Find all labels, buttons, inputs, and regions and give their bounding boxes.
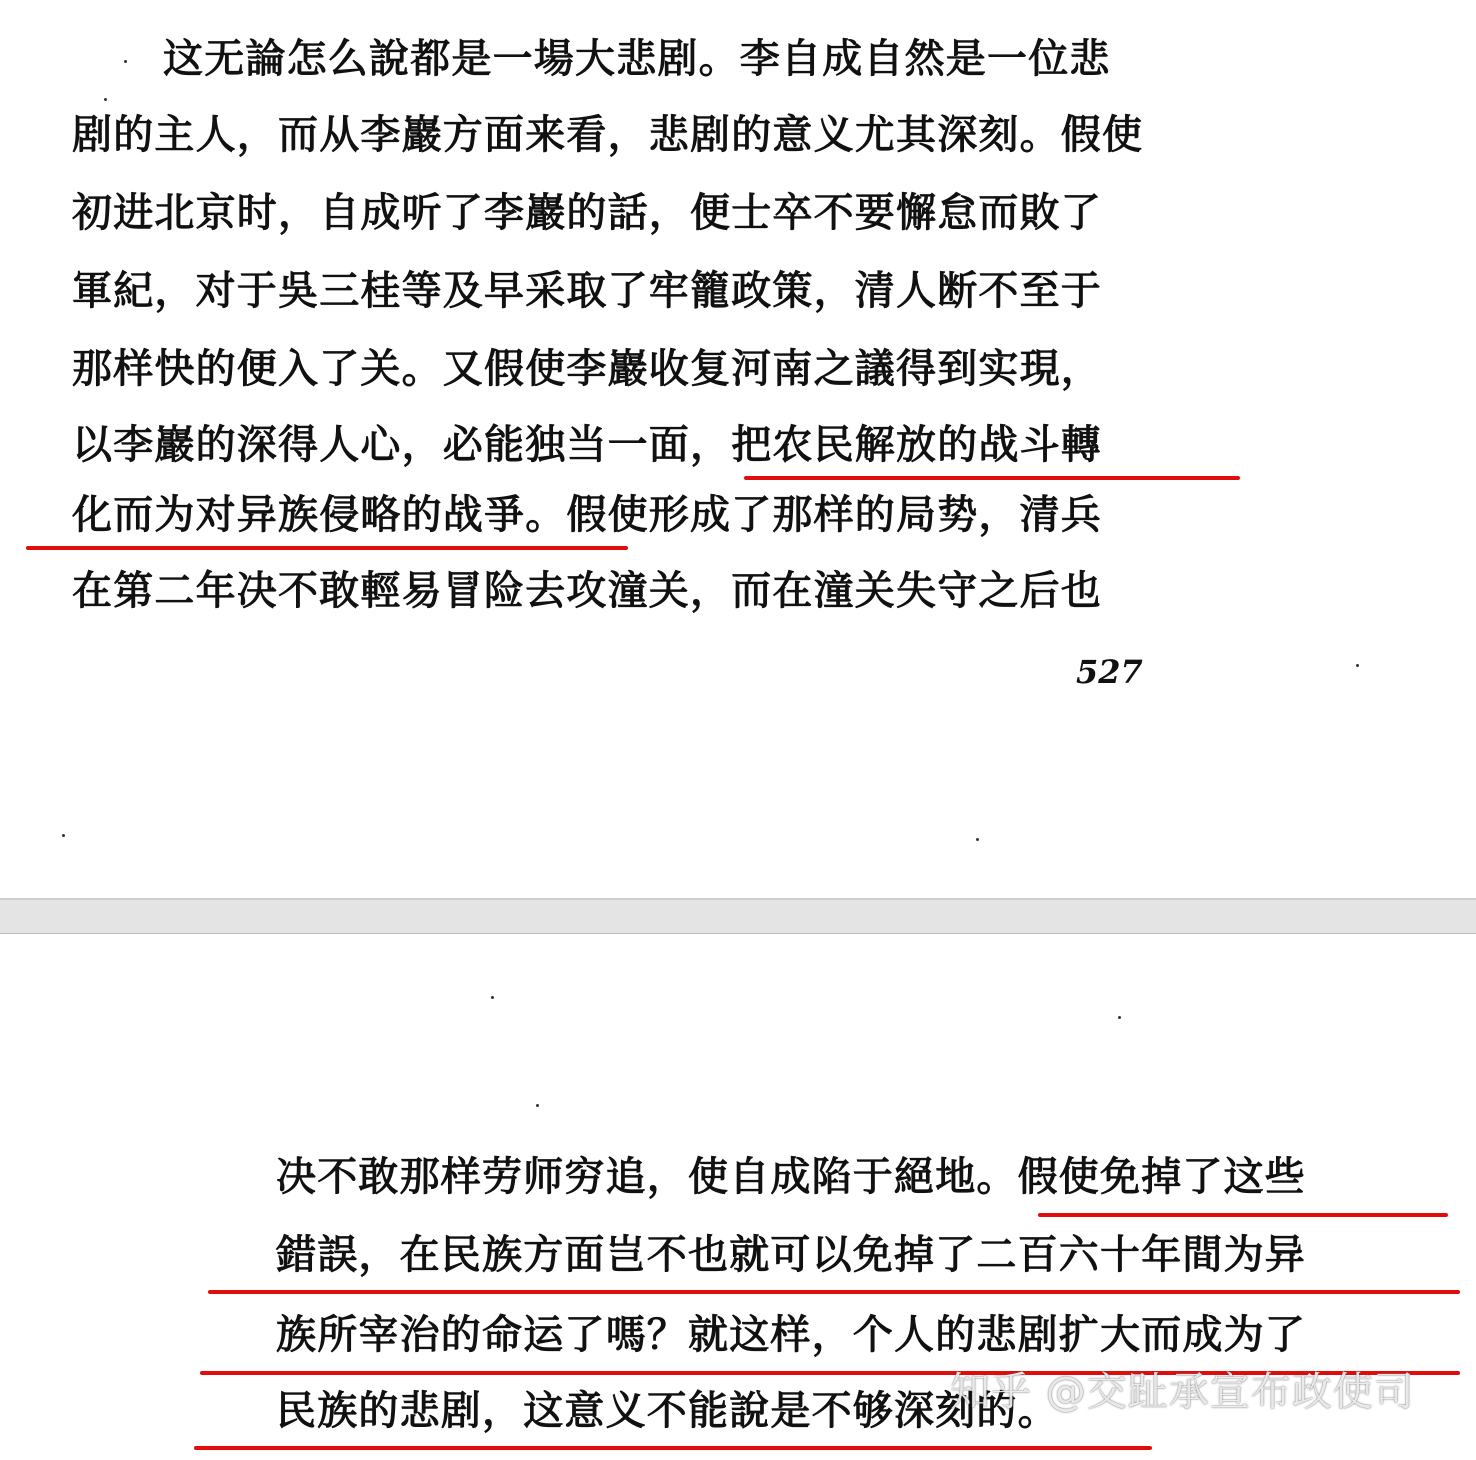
text-line-3: 族所宰治的命运了嗎？就这样，个人的悲剧扩大而成为了 bbox=[276, 1311, 1306, 1358]
text-line-4: 軍紀，对于吳三桂等及早采取了牢籠政策，清人断不至于 bbox=[72, 267, 1102, 314]
text-line-7: 化而为对异族侵略的战爭。假使形成了那样的局势，清兵 bbox=[72, 491, 1102, 538]
red-underline bbox=[1038, 1213, 1448, 1217]
text-line-5: 那样快的便入了关。又假使李巖收复河南之議得到实現， bbox=[72, 345, 1102, 392]
page-divider bbox=[0, 898, 1476, 934]
text-line-3: 初进北京时，自成听了李巖的話，便士卒不要懈怠而敗了 bbox=[72, 189, 1102, 236]
text-line-4: 民族的悲剧，这意义不能說是不够深刻的。 bbox=[276, 1387, 1059, 1434]
red-underline bbox=[26, 546, 628, 550]
red-underline bbox=[744, 476, 1240, 480]
text-line-2: 剧的主人，而从李巖方面来看，悲剧的意义尤其深刻。假使 bbox=[72, 111, 1144, 158]
scan-speck bbox=[1118, 1016, 1121, 1019]
text-line-8: 在第二年决不敢輕易冒险去攻潼关，而在潼关失守之后也 bbox=[72, 567, 1102, 614]
text-line-1: 决不敢那样劳师穷追，使自成陷于絕地。假使免掉了这些 bbox=[276, 1153, 1306, 1200]
scan-speck bbox=[1356, 664, 1359, 667]
scan-speck bbox=[491, 996, 494, 999]
scan-speck bbox=[62, 834, 65, 837]
red-underline bbox=[194, 1446, 1152, 1450]
page-number: 527 bbox=[1076, 653, 1143, 691]
text-line-6: 以李巖的深得人心，必能独当一面，把农民解放的战斗轉 bbox=[72, 421, 1102, 468]
scan-speck bbox=[976, 838, 979, 841]
text-line-1: 这无論怎么說都是一場大悲剧。李自成自然是一位悲 bbox=[163, 35, 1111, 82]
text-line-2: 錯誤，在民族方面岂不也就可以免掉了二百六十年間为异 bbox=[276, 1231, 1306, 1278]
red-underline bbox=[208, 1290, 1460, 1294]
scan-speck bbox=[536, 1104, 539, 1107]
scan-speck bbox=[104, 98, 107, 101]
scan-speck bbox=[124, 60, 127, 63]
watermark: 知乎 @交趾承宣布政使司 bbox=[950, 1369, 1415, 1415]
